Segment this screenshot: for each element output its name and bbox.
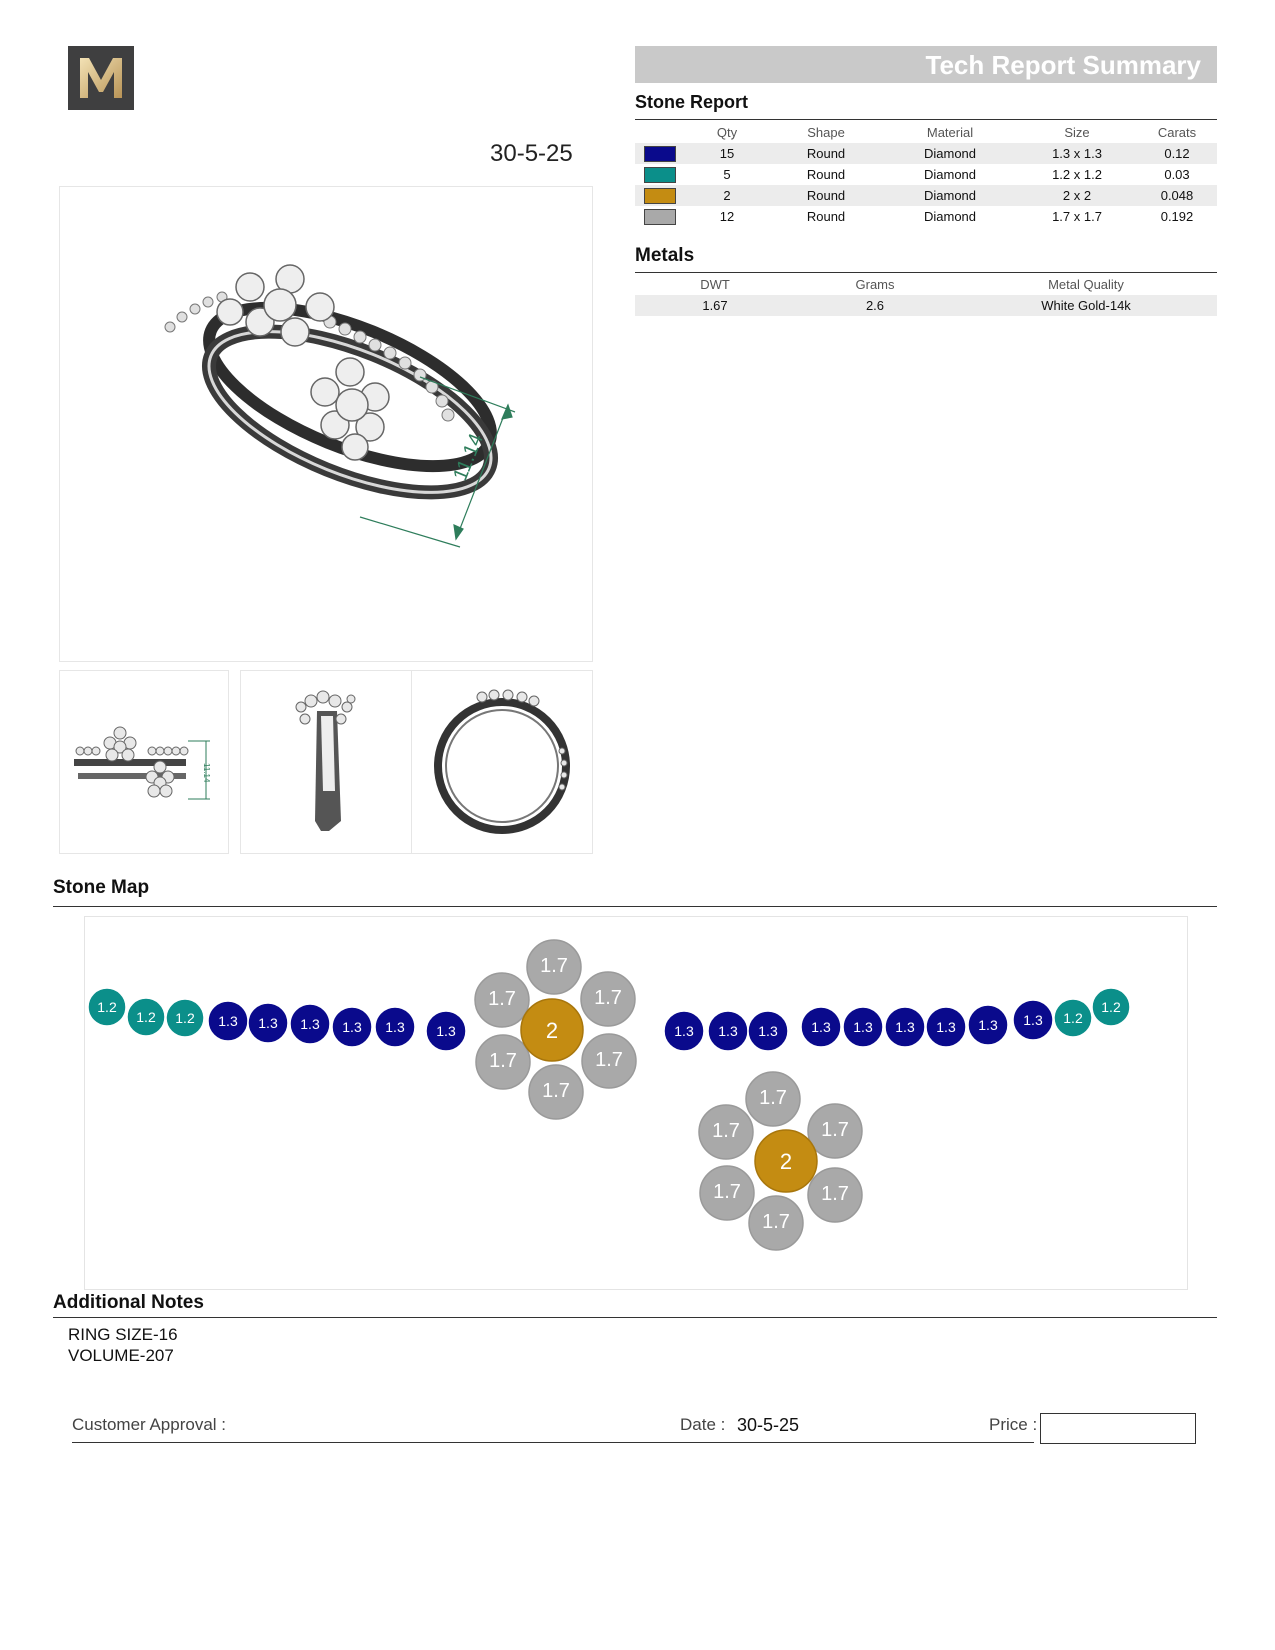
swatch-column-header xyxy=(635,121,685,143)
stone-size-label: 1.3 xyxy=(758,1023,778,1039)
stone-size-label: 1.7 xyxy=(713,1181,741,1203)
price-label: Price : xyxy=(989,1415,1038,1434)
stone-1-7mm xyxy=(475,973,529,1027)
stone-1-3mm xyxy=(1013,1000,1053,1040)
stone-1-3mm xyxy=(375,1007,415,1047)
stone-size-label: 1.3 xyxy=(436,1023,456,1039)
stone-size-label: 1.7 xyxy=(488,988,516,1010)
stone-1-2mm xyxy=(1054,999,1092,1037)
qty-cell: 5 xyxy=(723,167,731,182)
column-header: Carats xyxy=(1157,124,1197,140)
stone-map-heading: Stone Map xyxy=(53,877,150,898)
material-cell: Diamond xyxy=(923,167,977,182)
color-swatch-cell xyxy=(635,143,685,164)
additional-notes-heading: Additional Notes xyxy=(53,1292,204,1313)
stone-size-label: 1.3 xyxy=(218,1013,238,1029)
stone-size-label: 1.7 xyxy=(821,1183,849,1205)
ring-side-view xyxy=(240,670,412,854)
stone-1-2mm xyxy=(88,988,126,1026)
column-header: Size xyxy=(1064,124,1090,140)
shape-cell: Round xyxy=(769,185,883,206)
color-swatch xyxy=(644,167,676,183)
table-row xyxy=(635,295,1217,316)
stone-size-label: 2 xyxy=(779,1149,793,1174)
metals-heading: Metals xyxy=(635,245,695,266)
stone-2mm xyxy=(521,999,583,1061)
stone-size-label: 1.3 xyxy=(811,1019,831,1035)
stone-1-3mm xyxy=(426,1011,466,1051)
column-header: Shape xyxy=(807,124,845,140)
stone-1-7mm xyxy=(581,972,635,1026)
stone-1-3mm xyxy=(926,1007,966,1047)
stone-1-3mm xyxy=(843,1007,883,1047)
stone-size-label: 1.3 xyxy=(385,1019,405,1035)
stone-1-7mm xyxy=(808,1168,862,1222)
signature-line[interactable] xyxy=(72,1442,1034,1443)
size-cell: 1.3 x 1.3 xyxy=(1017,143,1137,164)
column-header: Grams xyxy=(855,276,895,292)
stone-size-label: 1.3 xyxy=(258,1015,278,1031)
stone-size-label: 1.3 xyxy=(1023,1012,1043,1028)
stone-size-label: 1.3 xyxy=(718,1023,738,1039)
stone-1-3mm xyxy=(708,1011,748,1051)
stone-1-3mm xyxy=(664,1011,704,1051)
stone-1-2mm xyxy=(166,999,204,1037)
stone-size-label: 1.2 xyxy=(175,1010,195,1026)
table-row xyxy=(635,185,1217,206)
ring-side-illustration xyxy=(241,671,411,853)
stone-1-3mm xyxy=(248,1003,288,1043)
column-header: Material xyxy=(926,124,974,140)
metal-quality-cell: White Gold-14k xyxy=(955,295,1217,316)
stone-size-label: 1.7 xyxy=(540,955,568,977)
stone-1-3mm xyxy=(801,1007,841,1047)
stone-size-label: 1.7 xyxy=(762,1211,790,1233)
stone-size-label: 1.7 xyxy=(821,1119,849,1141)
stone-1-3mm xyxy=(748,1011,788,1051)
stone-size-label: 1.3 xyxy=(978,1017,998,1033)
stone-size-label: 1.2 xyxy=(1063,1010,1083,1026)
note-line: VOLUME-207 xyxy=(68,1346,174,1365)
ring-top-view xyxy=(411,670,593,854)
size-cell: 2 x 2 xyxy=(1017,185,1137,206)
note-line: RING SIZE-16 xyxy=(68,1325,178,1344)
shape-cell: Round xyxy=(806,209,846,224)
stone-1-7mm xyxy=(746,1072,800,1126)
material-cell: Diamond xyxy=(883,143,1017,164)
stone-1-3mm xyxy=(885,1007,925,1047)
stone-size-label: 1.7 xyxy=(594,987,622,1009)
stone-size-label: 1.3 xyxy=(674,1023,694,1039)
stone-size-label: 1.7 xyxy=(595,1049,623,1071)
stone-1-3mm xyxy=(208,1001,248,1041)
report-date: 30-5-25 xyxy=(490,140,573,167)
report-title: Tech Report Summary xyxy=(925,50,1201,80)
stone-report-heading: Stone Report xyxy=(635,92,749,112)
stone-size-label: 1.3 xyxy=(936,1019,956,1035)
table-header-row xyxy=(635,121,1217,143)
stone-size-label: 1.3 xyxy=(853,1019,873,1035)
metals-table xyxy=(635,273,1217,316)
stone-size-label: 1.3 xyxy=(300,1016,320,1032)
stone-map xyxy=(84,916,1188,1290)
material-cell: Diamond xyxy=(883,185,1017,206)
ring-render-illustration xyxy=(60,187,592,661)
color-swatch xyxy=(644,146,676,162)
ring-top-illustration xyxy=(412,671,592,853)
stone-2mm xyxy=(755,1130,817,1192)
stone-1-2mm xyxy=(1092,988,1130,1026)
color-swatch xyxy=(644,209,676,225)
stone-size-label: 1.7 xyxy=(489,1050,517,1072)
approval-date-label: Date : xyxy=(680,1415,726,1434)
material-cell: Diamond xyxy=(923,209,977,224)
dwt-cell: 1.67 xyxy=(635,295,795,316)
ring-front-illustration xyxy=(60,671,228,853)
stone-map-diagram xyxy=(85,917,1187,1289)
stone-1-3mm xyxy=(332,1007,372,1047)
thumb-dimension-label: 11.14 xyxy=(202,763,211,783)
column-header: DWT xyxy=(700,276,730,292)
stone-size-label: 1.7 xyxy=(712,1120,740,1142)
company-logo xyxy=(68,46,134,110)
color-swatch-cell xyxy=(635,164,685,185)
stone-size-label: 1.2 xyxy=(97,999,117,1015)
stone-1-2mm xyxy=(127,998,165,1036)
stone-1-7mm xyxy=(749,1196,803,1250)
divider xyxy=(53,906,1217,907)
stone-1-7mm xyxy=(527,940,581,994)
qty-cell: 12 xyxy=(719,209,735,224)
table-header-row xyxy=(635,273,1217,295)
stone-size-label: 1.2 xyxy=(1101,999,1121,1015)
carats-cell: 0.12 xyxy=(1137,143,1217,164)
stone-1-7mm xyxy=(700,1166,754,1220)
qty-cell: 2 xyxy=(685,185,769,206)
stone-report-table xyxy=(635,121,1217,227)
size-cell: 1.7 x 1.7 xyxy=(1052,209,1102,224)
stone-1-7mm xyxy=(476,1035,530,1089)
grams-cell: 2.6 xyxy=(795,295,955,316)
stone-1-3mm xyxy=(290,1004,330,1044)
table-row xyxy=(635,143,1217,164)
stone-1-7mm xyxy=(582,1034,636,1088)
main-dimension-label: 11.14 xyxy=(449,430,488,484)
column-header: Metal Quality xyxy=(1048,276,1124,292)
qty-cell: 15 xyxy=(685,143,769,164)
stone-size-label: 1.2 xyxy=(136,1009,156,1025)
stone-size-label: 1.3 xyxy=(895,1019,915,1035)
carats-cell: 0.192 xyxy=(1160,209,1194,224)
stone-1-7mm xyxy=(529,1065,583,1119)
carats-cell: 0.048 xyxy=(1137,185,1217,206)
stone-1-7mm xyxy=(808,1104,862,1158)
shape-cell: Round xyxy=(806,167,846,182)
divider xyxy=(635,119,1217,120)
approval-date-value: 30-5-25 xyxy=(737,1415,800,1435)
customer-approval-label: Customer Approval : xyxy=(72,1415,227,1434)
color-swatch-cell xyxy=(635,206,685,227)
column-header: Qty xyxy=(716,124,738,140)
ring-front-view xyxy=(59,670,229,854)
divider xyxy=(53,1317,1217,1318)
stone-size-label: 1.7 xyxy=(759,1087,787,1109)
title-bar xyxy=(635,46,1217,83)
stone-size-label: 2 xyxy=(545,1018,559,1043)
stone-1-7mm xyxy=(699,1105,753,1159)
table-row xyxy=(635,206,1217,227)
ring-perspective-view xyxy=(59,186,593,662)
table-row xyxy=(635,164,1217,185)
carats-cell: 0.03 xyxy=(1164,167,1190,182)
stone-size-label: 1.7 xyxy=(542,1080,570,1102)
price-field[interactable] xyxy=(1040,1413,1196,1444)
stone-size-label: 1.3 xyxy=(342,1019,362,1035)
stone-1-3mm xyxy=(968,1005,1008,1045)
color-swatch xyxy=(644,188,676,204)
shape-cell: Round xyxy=(769,143,883,164)
size-cell: 1.2 x 1.2 xyxy=(1052,167,1102,182)
color-swatch-cell xyxy=(635,185,685,206)
